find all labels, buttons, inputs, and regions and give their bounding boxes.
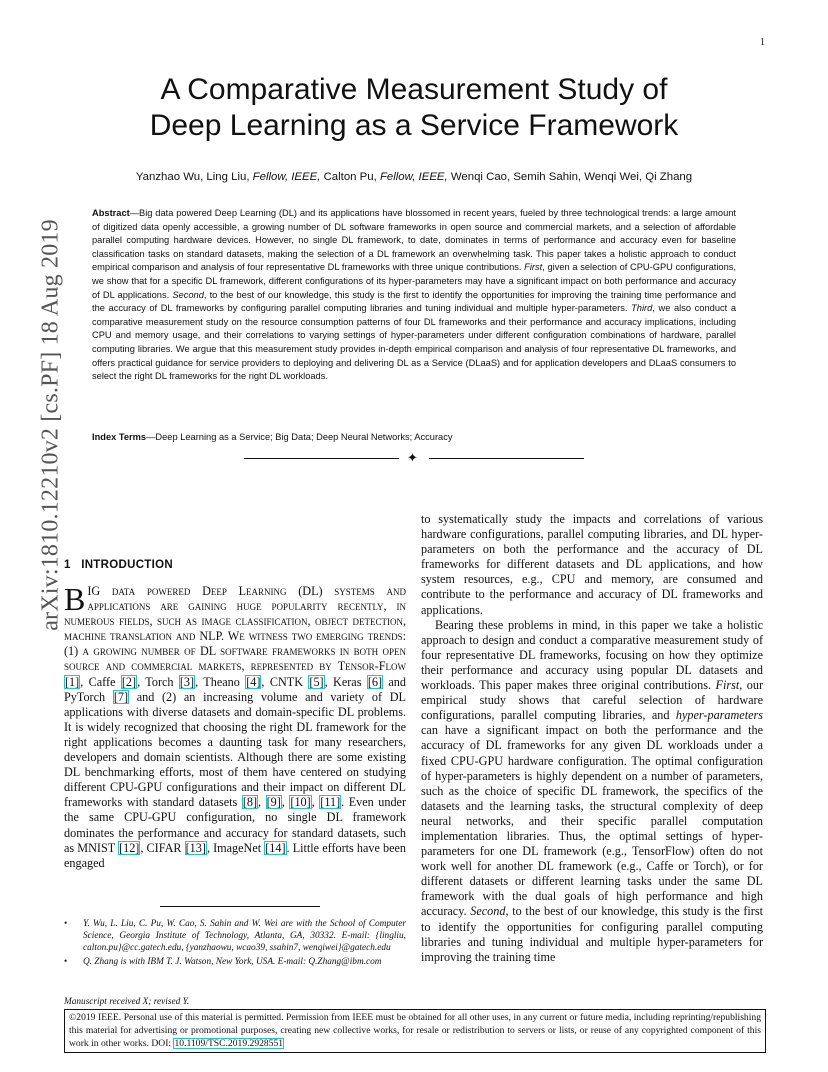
manuscript-note: Manuscript received X; revised Y. — [64, 997, 190, 1007]
index-terms — [92, 432, 736, 442]
arxiv-stamp-text: arXiv:1810.12210v2 [cs.PF] 18 Aug 2019 — [37, 219, 64, 631]
citation-link[interactable]: [1] — [65, 674, 80, 689]
paper-title — [0, 72, 828, 144]
footnote-item — [64, 956, 406, 968]
citation-link[interactable]: [3] — [179, 674, 195, 689]
citation-link[interactable]: [12] — [119, 840, 140, 855]
footnote-text: Q. Zhang is with IBM T. J. Watson, New York, USA. E-mail: Q.Zhang@ibm.com — [83, 956, 382, 967]
citation-link[interactable]: [9] — [266, 795, 281, 810]
index-terms-label: Index Terms — [92, 432, 147, 442]
section-heading — [64, 559, 173, 571]
footnote-rule — [160, 906, 320, 907]
authors-part-2: Calton Pu, — [320, 171, 380, 183]
divider-ornament-icon: ✦ — [407, 450, 418, 465]
intro-text: IG data powered Deep Learning (DL) systems and applications are gaining huge popularity recently, in numerous fields, such as image classification, object detection, machine translation and NLP. We witness two emerging trends: (1) a growing number of DL software frameworks in both open source and commercial markets, represented by Tensor-Flow — [64, 584, 406, 674]
intro-left-column — [64, 581, 407, 871]
divider-line-right — [429, 458, 584, 459]
divider-line-left — [244, 458, 399, 459]
emphasis-first: First — [715, 678, 740, 693]
section-title: INTRODUCTION — [81, 559, 173, 571]
intro-text: , CIFAR — [140, 840, 185, 855]
abstract-second: Second — [172, 289, 204, 300]
intro-text: , — [281, 795, 290, 810]
paragraph-text: , to the best of our knowledge, this study is the first to identify the opportunities for configuring parallel computing libraries and tuning individual and multiple hyper-parameters for improving the training time — [421, 904, 763, 964]
paragraph — [421, 618, 763, 965]
authors-part-3: Wenqi Cao, Semih Sahin, Wenqi Wei, Qi Zhang — [447, 171, 693, 183]
paragraph-text: Bearing these problems in mind, in this paper we take a holistic approach to design and conduct a comparative measurement study of four representative DL frameworks, focusing on how they optimize their performance and accuracy using popular DL datasets and workloads. This paper makes three original contributions. — [421, 617, 763, 693]
author-list — [0, 171, 828, 183]
fellow-ieee-1: Fellow, IEEE, — [252, 171, 321, 183]
paragraph-text: , our empirical study shows that careful selection of hardware configurations, parallel computing libraries, and — [421, 678, 763, 723]
intro-text: , Keras — [324, 674, 367, 689]
abstract-text-3: , to the best of our knowledge, this study is the first to identify the opportunities for improving the training time performance and the accuracy of DL frameworks by configuring parallel computing libraries and tuning individual and multiple hyper-parameters. — [92, 289, 736, 314]
footnote-text: Y. Wu, L. Liu, C. Pu, W. Cao, S. Sahin and W. Wei are with the School of Computer Science, Georgia Institute of Technology, Atlanta, GA, 30332. E-mail: {lingliu, calton.pu}@cc.gatech.edu, {yanzhaowu, wcao39, ssahin7, wenqiwei}@gatech.edu — [83, 919, 406, 954]
citation-link[interactable]: [13] — [185, 840, 206, 855]
abstract-text-4: , we also conduct a comparative measurement study on the resource consumption patterns of four DL frameworks and their performance and accuracy implications, including CPU and memory usage, and their correlations to varying settings of hyper-parameters under different configuration combinations of hardware, parallel computing libraries. We argue that this measurement study provides in-depth empirical comparison and analysis of four representative DL frameworks, and offers practical guidance for service providers to deploying and delivering DL as a Service (DLaaS) and for application developers and DLaaS consumers to select the right DL frameworks for the right DL workloads. — [92, 303, 737, 382]
footnote-item — [64, 918, 406, 955]
copyright-text: ©2019 IEEE. Personal use of this material is permitted. Permission from IEEE must be obtained for all other uses, in any current or future media, including reprinting/republishing this material for advertising or promotional purposes, creating new collective works, for resale or redistribution to servers or lists, or reuse of any copyrighted component of this work in other works. DOI: — [69, 1012, 761, 1049]
citation-link[interactable]: [5] — [309, 674, 324, 689]
intro-text: , Torch — [137, 674, 179, 689]
paragraph: to systematically study the impacts and correlations of various hardware configurations, parallel computing libraries, and DL hyper-parameters on both the performance and the accuracy of DL frameworks for different datasets and DL applications, and how system resources, e.g., CPU and memory, are consumed and contribute to the performance and accuracy of DL frameworks and applications. — [421, 512, 763, 617]
citation-link[interactable]: [10] — [290, 795, 311, 810]
citation-link[interactable]: [11] — [320, 795, 341, 810]
doi-link[interactable]: 10.1109/TSC.2019.2928551 — [174, 1037, 284, 1049]
copyright-notice — [64, 1009, 766, 1053]
intro-right-column — [421, 512, 763, 965]
intro-text: and PyTorch — [64, 674, 406, 704]
citation-link[interactable]: [4] — [246, 674, 261, 689]
title-line-1: A Comparative Measurement Study of — [160, 73, 668, 106]
index-terms-text: —Deep Learning as a Service; Big Data; Deep Neural Networks; Accuracy — [146, 432, 453, 442]
paragraph-text: can have a significant impact on both the performance and the accuracy of DL frameworks for any given DL workloads under a fixed CPU-GPU hardware configuration. The optimal configuration of hyper-parameters is highly dependent on a number of parameters, such as the choice of specific DL framework, the specifics of the datasets and the learning tasks, the structural complexity of deep neural networks, and their specific parallel computation implementation libraries. Thus, the optimal settings of hyper-parameters for one DL framework (e.g., TensorFlow) often do not work well for another DL framework (e.g., Caffe or Torch), or for different datasets or different learning tasks under the same DL framework with the dual goals of high performance and high accuracy. — [421, 723, 763, 919]
citation-link[interactable]: [8] — [242, 795, 258, 810]
fellow-ieee-2: Fellow, IEEE, — [379, 171, 448, 183]
intro-text: and (2) an increasing volume and variety of DL applications with diverse datasets and domain-specific DL problems. It is widely recognized that choosing the right DL framework for the right applications becomes a daunting task for many researchers, developers and domain scientists. Although there are some existing DL benchmarking efforts, most of them have centered on studying different CPU-GPU configurations and their impact on different DL frameworks with standard datasets — [64, 689, 406, 810]
intro-text: , — [311, 795, 320, 810]
emphasis-second: Second — [470, 904, 506, 919]
page-number: 1 — [760, 37, 765, 48]
affiliation-footnotes — [64, 918, 406, 969]
abstract-first: First — [524, 262, 543, 273]
citation-link[interactable]: [6] — [367, 674, 383, 689]
intro-text: . Even under the same CPU-GPU configuration, no single DL framework dominates the performance and accuracy for standard datasets, such as MNIST — [64, 795, 407, 855]
emphasis-hyper-parameters: hyper-parameters — [675, 708, 763, 723]
bullet-icon: • — [64, 919, 68, 929]
authors-part-1: Yanzhao Wu, Ling Liu, — [135, 171, 253, 183]
section-number: 1 — [64, 559, 71, 571]
abstract-third: Third — [631, 303, 653, 314]
citation-link[interactable]: [14] — [265, 840, 286, 855]
intro-text: . Little efforts have been engaged — [64, 840, 406, 870]
intro-text: , Theano — [195, 674, 246, 689]
abstract — [92, 207, 736, 384]
citation-link[interactable]: [7] — [113, 689, 129, 704]
abstract-text-1: —Big data powered Deep Learning (DL) and its applications have blossomed in recent years, fueled by three technological trends: a large amount of digitized data openly accessible, a growing number of DL software frameworks in open source and commercial markets, and a selection of affordable parallel computing hardware devices. However, no single DL framework, to date, dominates in terms of performance and accuracy even for baseline classification tasks on standard datasets, making the selection of a DL framework an overwhelming task. This paper takes a holistic approach to conduct empirical comparison and analysis of four representative DL frameworks with three unique contributions. — [92, 208, 736, 273]
section-divider — [244, 452, 584, 466]
abstract-label: Abstract — [92, 208, 130, 218]
arxiv-sidebar-stamp — [36, 219, 66, 631]
intro-text: , Caffe — [80, 674, 121, 689]
intro-text: , CNTK — [261, 674, 309, 689]
intro-text: , — [258, 795, 266, 810]
intro-text: , ImageNet — [206, 840, 265, 855]
abstract-text-2: , given a selection of CPU-GPU configurations, we show that for a specific DL framework, different configurations of its hyper-parameters may have a significant impact on both performance and accuracy of DL applications. — [92, 262, 736, 300]
bullet-icon: • — [64, 956, 68, 967]
citation-link[interactable]: [2] — [121, 674, 137, 689]
title-line-2: Deep Learning as a Service Framework — [149, 109, 679, 142]
drop-cap: B — [64, 581, 86, 617]
